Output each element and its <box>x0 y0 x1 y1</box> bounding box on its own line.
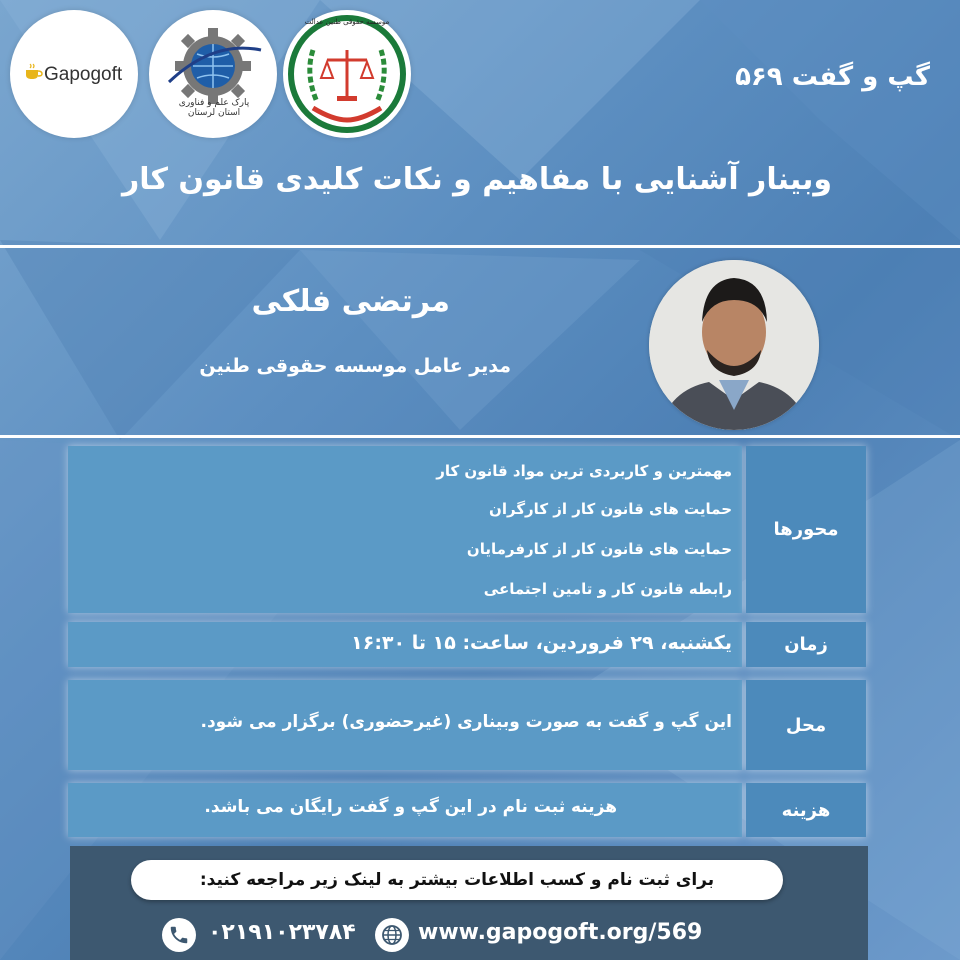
scales-of-justice-icon <box>283 10 411 138</box>
topics-row <box>68 446 866 613</box>
topics-body <box>68 446 742 613</box>
time-row <box>68 622 866 667</box>
divider-top <box>0 245 960 248</box>
cost-body <box>68 783 742 837</box>
place-label: محل <box>746 680 866 770</box>
registration-cta: برای ثبت نام و کسب اطلاعات بیشتر به لینک زیر مراجعه کنید: <box>131 860 783 900</box>
science-park-logo <box>149 10 277 138</box>
cost-row <box>68 783 866 837</box>
law-institute-logo <box>283 10 411 138</box>
series-title: گپ و گفت ۵۶۹ <box>735 62 930 92</box>
speaker-photo <box>649 260 819 430</box>
gapogoft-logo-text: Gapogoft <box>44 64 123 85</box>
speaker-name: مرتضی فلکی <box>251 284 450 319</box>
topic-item: مهمترین و کاربردی ترین مواد قانون کار <box>436 462 732 480</box>
speaker-avatar <box>649 260 819 430</box>
footer <box>70 846 868 960</box>
topic-item: حمایت های قانون کار از کارگران <box>489 500 732 518</box>
topic-item: رابطه قانون کار و تامین اجتماعی <box>483 580 732 598</box>
cup-icon <box>24 62 44 82</box>
science-park-caption: پارک علم و فناوری استان لرستان <box>178 98 250 118</box>
time-body <box>68 622 742 667</box>
globe-icon <box>375 918 409 952</box>
place-row <box>68 680 866 770</box>
time-value: یکشنبه، ۲۹ فروردین، ساعت: ۱۵ تا ۱۶:۳۰ <box>351 632 732 654</box>
topic-item: حمایت های قانون کار از کارفرمایان <box>466 540 732 558</box>
topics-label: محورها <box>746 446 866 613</box>
gapogoft-logo <box>10 10 138 138</box>
cost-value: هزینه ثبت نام در این گپ و گفت رایگان می باشد. <box>204 797 617 817</box>
divider-bottom <box>0 435 960 438</box>
place-body <box>68 680 742 770</box>
law-institute-caption: موسسه حقوقی طنین عدالت <box>304 18 390 26</box>
cost-label: هزینه <box>746 783 866 837</box>
website-link[interactable]: www.gapogoft.org/569 <box>418 920 703 945</box>
time-label: زمان <box>746 622 866 667</box>
webinar-title: وبینار آشنایی با مفاهیم و نکات کلیدی قانون کار <box>121 162 832 197</box>
speaker-role: مدیر عامل موسسه حقوقی طنین <box>199 355 511 377</box>
place-value: این گپ و گفت به صورت وبیناری (غیرحضوری) برگزار می شود. <box>200 712 732 732</box>
phone-number[interactable]: ۰۲۱۹۱۰۲۳۷۸۴ <box>208 920 356 945</box>
gear-globe-icon <box>149 10 277 138</box>
phone-icon <box>162 918 196 952</box>
